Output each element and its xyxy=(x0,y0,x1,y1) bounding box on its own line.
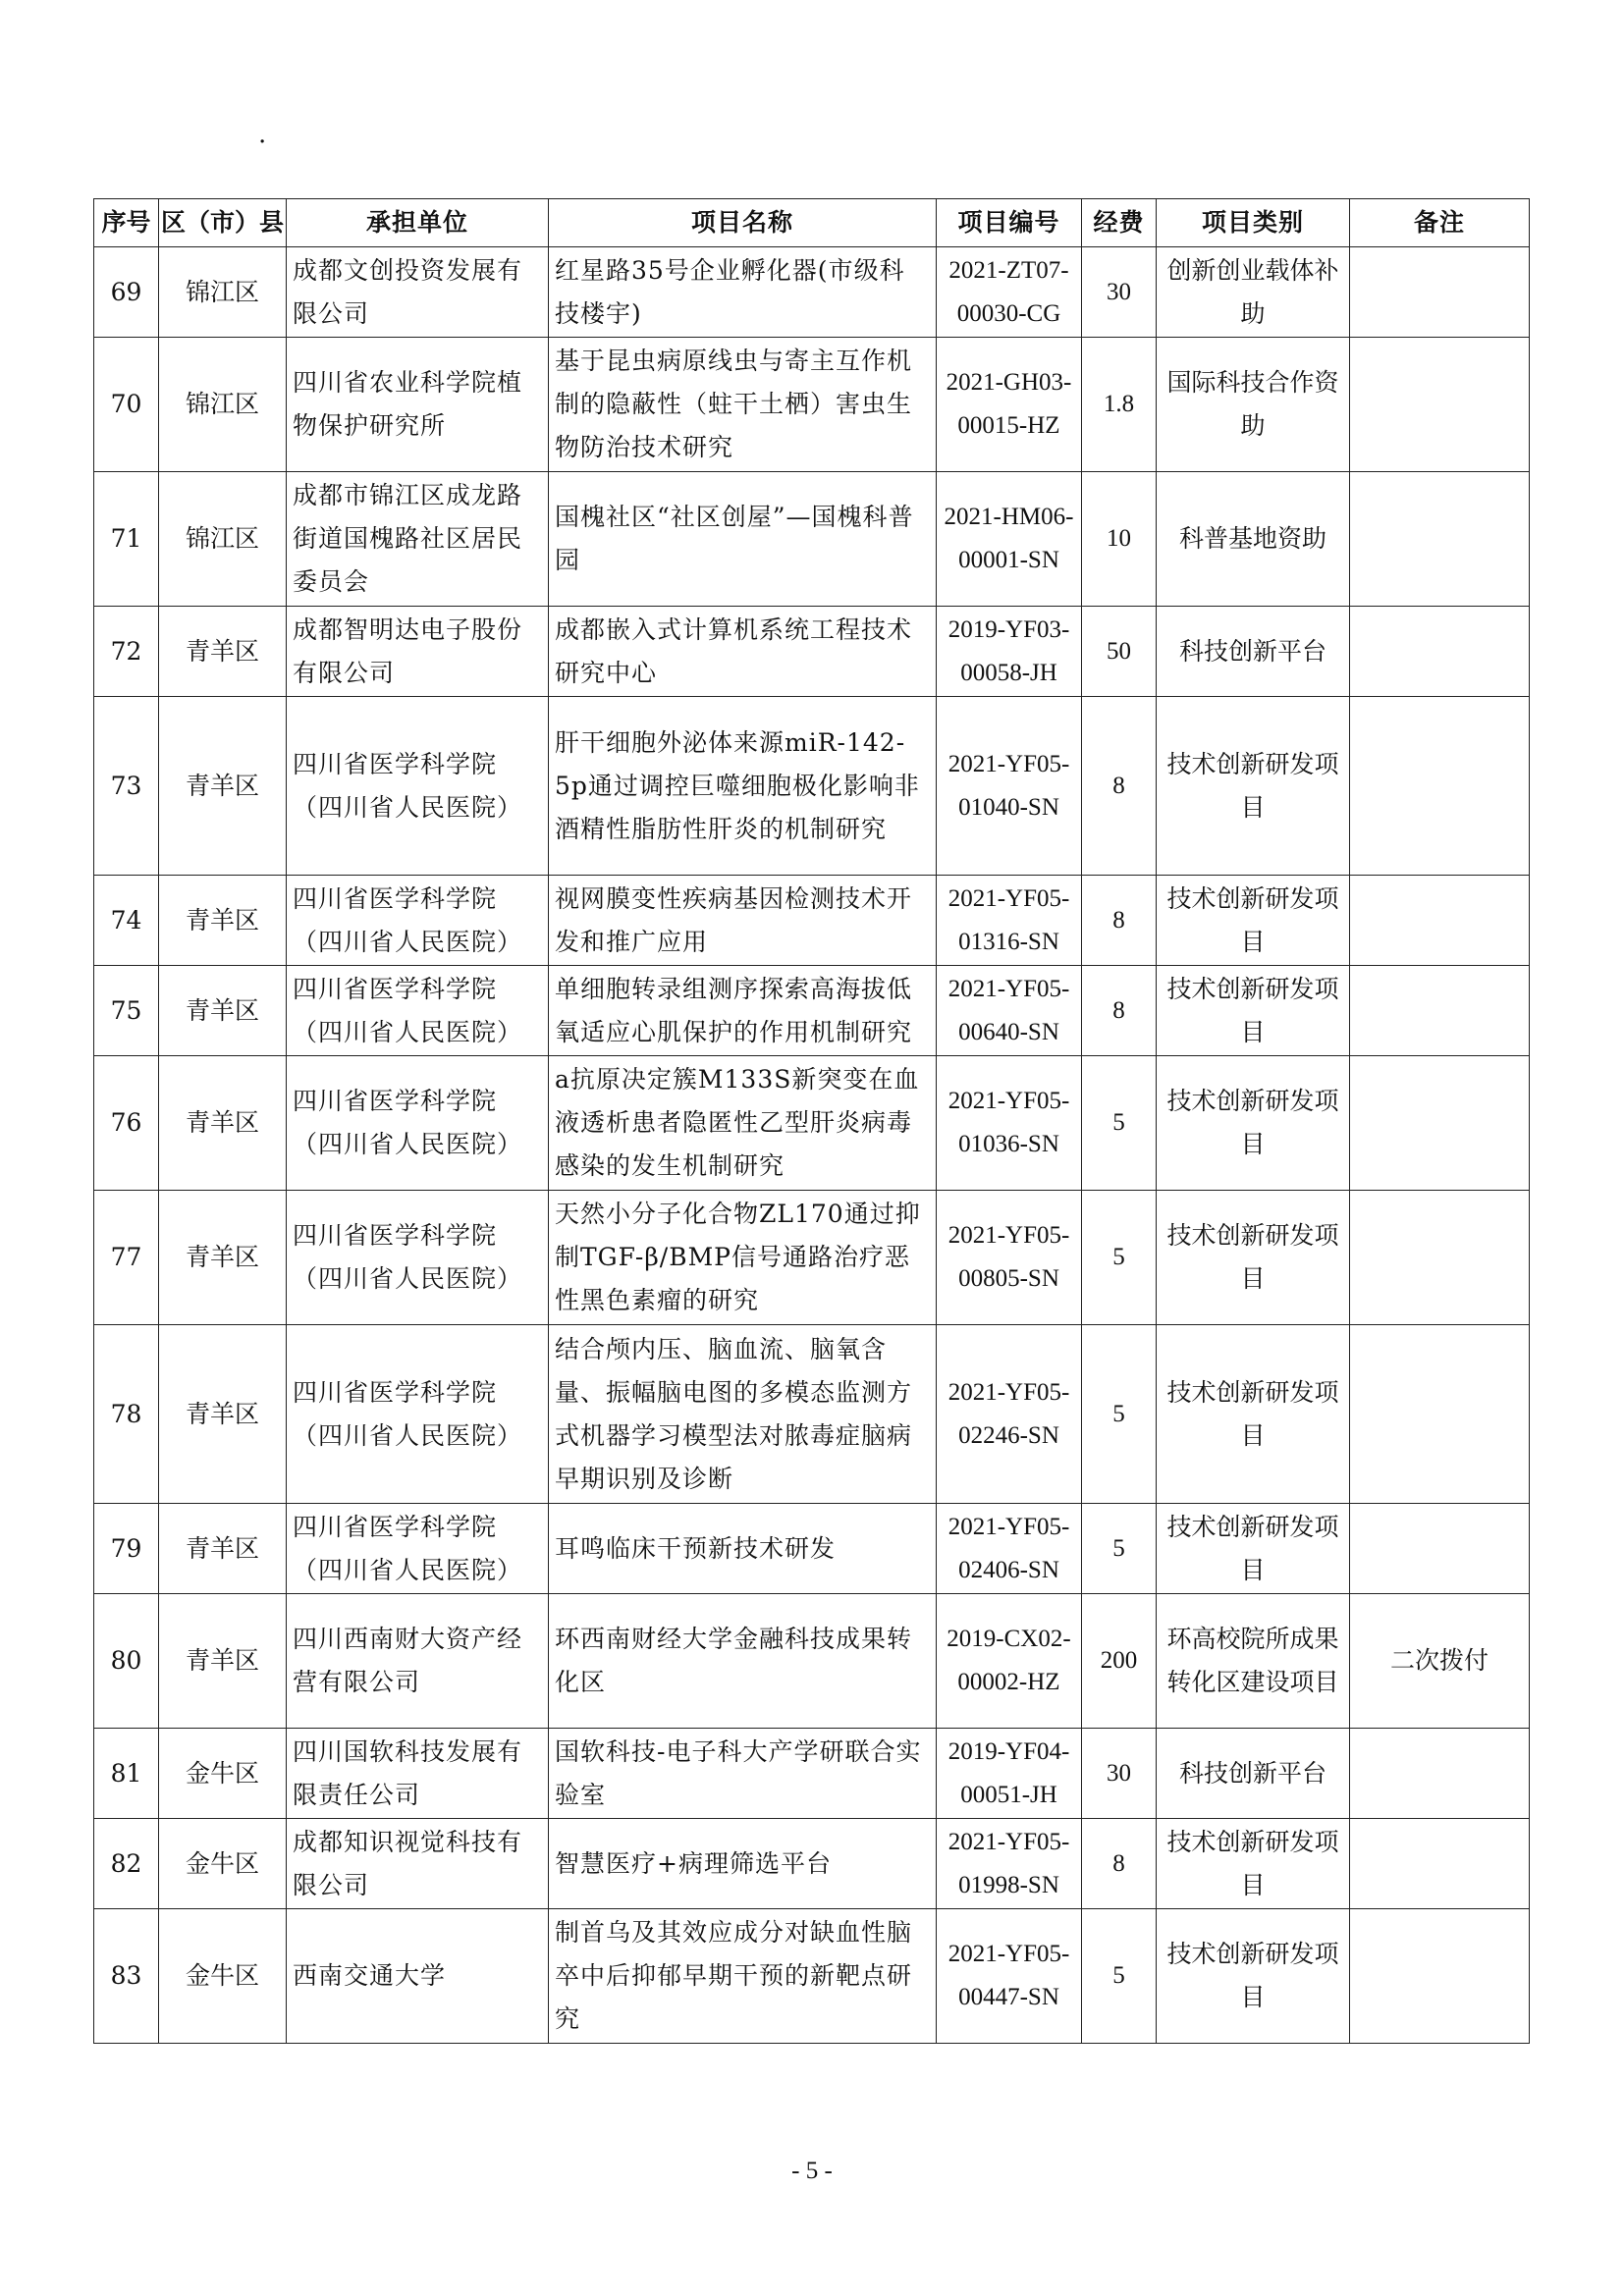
cell-name: a抗原决定簇M133S新突变在血液透析患者隐匿性乙型肝炎病毒感染的发生机制研究 xyxy=(549,1056,937,1191)
cell-seq: 78 xyxy=(94,1325,159,1504)
table-row xyxy=(94,1325,1530,1504)
cell-category: 科技创新平台 xyxy=(1157,1729,1350,1819)
cell-district: 青羊区 xyxy=(159,1056,287,1191)
cell-remark xyxy=(1350,1504,1530,1594)
cell-seq: 74 xyxy=(94,876,159,966)
cell-seq: 77 xyxy=(94,1191,159,1325)
cell-code: 2019-YF03-00058-JH xyxy=(937,607,1082,697)
table-row xyxy=(94,697,1530,876)
cell-name: 基于昆虫病原线虫与寄主互作机制的隐蔽性（蛀干土栖）害虫生物防治技术研究 xyxy=(549,338,937,472)
cell-remark xyxy=(1350,472,1530,607)
cell-remark xyxy=(1350,607,1530,697)
cell-seq: 83 xyxy=(94,1909,159,2044)
cell-seq: 79 xyxy=(94,1504,159,1594)
cell-district: 青羊区 xyxy=(159,876,287,966)
cell-name: 国槐社区“社区创屋”—国槐科普园 xyxy=(549,472,937,607)
cell-category: 科普基地资助 xyxy=(1157,472,1350,607)
cell-code: 2021-GH03-00015-HZ xyxy=(937,338,1082,472)
cell-category: 科技创新平台 xyxy=(1157,607,1350,697)
cell-code: 2019-CX02-00002-HZ xyxy=(937,1594,1082,1729)
cell-unit: 四川省医学科学院（四川省人民医院） xyxy=(287,1504,549,1594)
project-table xyxy=(93,198,1530,2044)
cell-unit: 四川省医学科学院（四川省人民医院） xyxy=(287,1325,549,1504)
header-fund: 经费 xyxy=(1082,199,1157,247)
cell-unit: 成都市锦江区成龙路街道国槐路社区居民委员会 xyxy=(287,472,549,607)
cell-fund: 8 xyxy=(1082,697,1157,876)
table-row xyxy=(94,1594,1530,1729)
cell-unit: 四川省医学科学院（四川省人民医院） xyxy=(287,966,549,1056)
cell-category: 环高校院所成果转化区建设项目 xyxy=(1157,1594,1350,1729)
cell-remark xyxy=(1350,247,1530,338)
cell-unit: 四川省医学科学院（四川省人民医院） xyxy=(287,876,549,966)
table-row xyxy=(94,338,1530,472)
table-row xyxy=(94,966,1530,1056)
cell-remark xyxy=(1350,338,1530,472)
cell-seq: 81 xyxy=(94,1729,159,1819)
cell-district: 青羊区 xyxy=(159,1325,287,1504)
cell-unit: 四川省医学科学院（四川省人民医院） xyxy=(287,697,549,876)
cell-code: 2021-YF05-00805-SN xyxy=(937,1191,1082,1325)
cell-category: 技术创新研发项目 xyxy=(1157,1909,1350,2044)
cell-seq: 71 xyxy=(94,472,159,607)
cell-seq: 82 xyxy=(94,1819,159,1909)
table-row xyxy=(94,1909,1530,2044)
cell-unit: 四川西南财大资产经营有限公司 xyxy=(287,1594,549,1729)
cell-district: 金牛区 xyxy=(159,1729,287,1819)
cell-category: 技术创新研发项目 xyxy=(1157,1819,1350,1909)
header-remark: 备注 xyxy=(1350,199,1530,247)
cell-code: 2021-HM06-00001-SN xyxy=(937,472,1082,607)
cell-remark xyxy=(1350,1325,1530,1504)
cell-category: 技术创新研发项目 xyxy=(1157,1191,1350,1325)
cell-remark xyxy=(1350,876,1530,966)
table-row xyxy=(94,247,1530,338)
cell-code: 2021-YF05-00640-SN xyxy=(937,966,1082,1056)
cell-unit: 成都知识视觉科技有限公司 xyxy=(287,1819,549,1909)
cell-district: 锦江区 xyxy=(159,247,287,338)
cell-unit: 成都文创投资发展有限公司 xyxy=(287,247,549,338)
cell-fund: 200 xyxy=(1082,1594,1157,1729)
cell-name: 肝干细胞外泌体来源miR-142-5p通过调控巨噬细胞极化影响非酒精性脂肪性肝炎的机制研究 xyxy=(549,697,937,876)
header-unit: 承担单位 xyxy=(287,199,549,247)
cell-fund: 5 xyxy=(1082,1504,1157,1594)
cell-category: 技术创新研发项目 xyxy=(1157,1056,1350,1191)
cell-category: 技术创新研发项目 xyxy=(1157,876,1350,966)
cell-district: 青羊区 xyxy=(159,607,287,697)
cell-code: 2021-YF05-01036-SN xyxy=(937,1056,1082,1191)
cell-unit: 四川省医学科学院（四川省人民医院） xyxy=(287,1056,549,1191)
cell-seq: 69 xyxy=(94,247,159,338)
table-row xyxy=(94,472,1530,607)
cell-fund: 8 xyxy=(1082,1819,1157,1909)
cell-unit: 四川省农业科学院植物保护研究所 xyxy=(287,338,549,472)
table-row xyxy=(94,1191,1530,1325)
cell-unit: 成都智明达电子股份有限公司 xyxy=(287,607,549,697)
cell-name: 耳鸣临床干预新技术研发 xyxy=(549,1504,937,1594)
cell-district: 青羊区 xyxy=(159,1191,287,1325)
cell-seq: 75 xyxy=(94,966,159,1056)
cell-district: 青羊区 xyxy=(159,1504,287,1594)
cell-remark xyxy=(1350,1056,1530,1191)
cell-seq: 76 xyxy=(94,1056,159,1191)
cell-fund: 8 xyxy=(1082,966,1157,1056)
header-name: 项目名称 xyxy=(549,199,937,247)
header-district: 区（市）县 xyxy=(159,199,287,247)
cell-category: 技术创新研发项目 xyxy=(1157,966,1350,1056)
cell-code: 2021-YF05-02406-SN xyxy=(937,1504,1082,1594)
table-row xyxy=(94,1504,1530,1594)
header-code: 项目编号 xyxy=(937,199,1082,247)
table-row xyxy=(94,1729,1530,1819)
cell-code: 2021-YF05-01040-SN xyxy=(937,697,1082,876)
cell-seq: 80 xyxy=(94,1594,159,1729)
cell-category: 创新创业载体补助 xyxy=(1157,247,1350,338)
cell-remark xyxy=(1350,1819,1530,1909)
cell-fund: 30 xyxy=(1082,1729,1157,1819)
cell-district: 金牛区 xyxy=(159,1819,287,1909)
cell-unit: 西南交通大学 xyxy=(287,1909,549,2044)
cell-code: 2021-YF05-01998-SN xyxy=(937,1819,1082,1909)
cell-fund: 10 xyxy=(1082,472,1157,607)
cell-remark xyxy=(1350,1729,1530,1819)
table-row xyxy=(94,876,1530,966)
cell-remark xyxy=(1350,1191,1530,1325)
cell-fund: 5 xyxy=(1082,1191,1157,1325)
cell-unit: 四川国软科技发展有限责任公司 xyxy=(287,1729,549,1819)
cell-name: 红星路35号企业孵化器(市级科技楼宇) xyxy=(549,247,937,338)
cell-name: 制首乌及其效应成分对缺血性脑卒中后抑郁早期干预的新靶点研究 xyxy=(549,1909,937,2044)
cell-fund: 1.8 xyxy=(1082,338,1157,472)
cell-name: 环西南财经大学金融科技成果转化区 xyxy=(549,1594,937,1729)
cell-code: 2021-YF05-01316-SN xyxy=(937,876,1082,966)
cell-fund: 50 xyxy=(1082,607,1157,697)
cell-code: 2021-ZT07-00030-CG xyxy=(937,247,1082,338)
cell-category: 技术创新研发项目 xyxy=(1157,1504,1350,1594)
cell-code: 2021-YF05-00447-SN xyxy=(937,1909,1082,2044)
cell-name: 成都嵌入式计算机系统工程技术研究中心 xyxy=(549,607,937,697)
corner-mark: . xyxy=(258,120,267,149)
cell-remark xyxy=(1350,966,1530,1056)
cell-category: 国际科技合作资助 xyxy=(1157,338,1350,472)
header-seq: 序号 xyxy=(94,199,159,247)
cell-fund: 5 xyxy=(1082,1325,1157,1504)
cell-remark: 二次拨付 xyxy=(1350,1594,1530,1729)
cell-district: 青羊区 xyxy=(159,1594,287,1729)
cell-seq: 72 xyxy=(94,607,159,697)
cell-remark xyxy=(1350,697,1530,876)
cell-fund: 5 xyxy=(1082,1909,1157,2044)
cell-district: 锦江区 xyxy=(159,472,287,607)
cell-code: 2019-YF04-00051-JH xyxy=(937,1729,1082,1819)
cell-district: 青羊区 xyxy=(159,697,287,876)
cell-name: 天然小分子化合物ZL170通过抑制TGF-β/BMP信号通路治疗恶性黑色素瘤的研究 xyxy=(549,1191,937,1325)
cell-category: 技术创新研发项目 xyxy=(1157,1325,1350,1504)
table-header-row xyxy=(94,199,1530,247)
cell-name: 视网膜变性疾病基因检测技术开发和推广应用 xyxy=(549,876,937,966)
cell-unit: 四川省医学科学院（四川省人民医院） xyxy=(287,1191,549,1325)
cell-remark xyxy=(1350,1909,1530,2044)
cell-category: 技术创新研发项目 xyxy=(1157,697,1350,876)
cell-fund: 8 xyxy=(1082,876,1157,966)
header-category: 项目类别 xyxy=(1157,199,1350,247)
table-row xyxy=(94,1056,1530,1191)
table-row xyxy=(94,607,1530,697)
cell-fund: 30 xyxy=(1082,247,1157,338)
cell-district: 青羊区 xyxy=(159,966,287,1056)
cell-code: 2021-YF05-02246-SN xyxy=(937,1325,1082,1504)
cell-name: 智慧医疗+病理筛选平台 xyxy=(549,1819,937,1909)
cell-name: 单细胞转录组测序探索高海拔低氧适应心肌保护的作用机制研究 xyxy=(549,966,937,1056)
cell-seq: 73 xyxy=(94,697,159,876)
cell-name: 结合颅内压、脑血流、脑氧含量、振幅脑电图的多模态监测方式机器学习模型法对脓毒症脑病早期识别及诊断 xyxy=(549,1325,937,1504)
cell-name: 国软科技-电子科大产学研联合实验室 xyxy=(549,1729,937,1819)
cell-fund: 5 xyxy=(1082,1056,1157,1191)
cell-seq: 70 xyxy=(94,338,159,472)
page-number: - 5 - xyxy=(791,2158,833,2184)
cell-district: 金牛区 xyxy=(159,1909,287,2044)
table-row xyxy=(94,1819,1530,1909)
cell-district: 锦江区 xyxy=(159,338,287,472)
